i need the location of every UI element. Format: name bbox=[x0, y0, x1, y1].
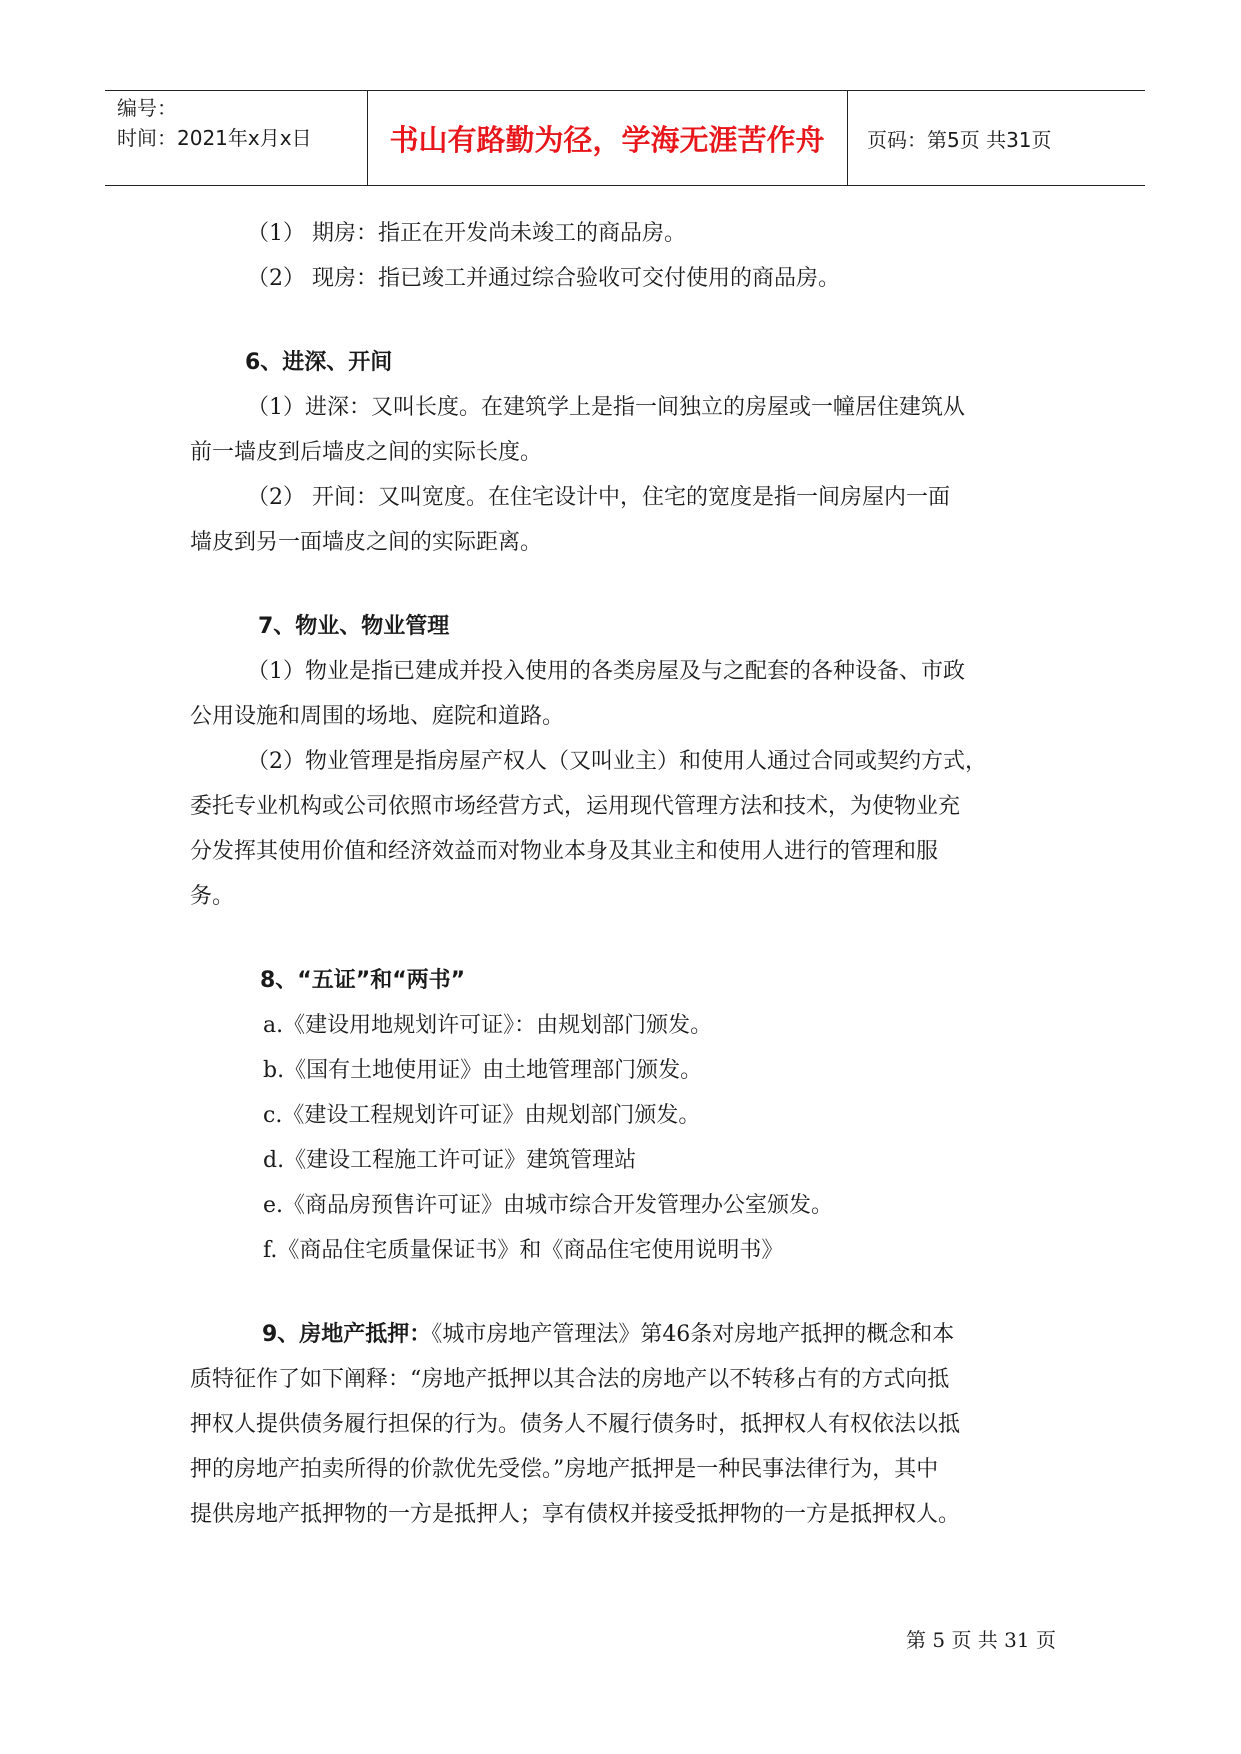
number-label: 编号： bbox=[117, 96, 177, 120]
paragraph-line: （1）进深：又叫长度。在建筑学上是指一间独立的房屋或一幢居住建筑从 bbox=[247, 395, 965, 420]
paragraph-line: 委托专业机构或公司依照市场经营方式，运用现代管理方法和技术，为使物业充 bbox=[190, 794, 961, 819]
paragraph-line: 公用设施和周围的场地、庭院和道路。 bbox=[190, 704, 565, 729]
list-item: d.《建设工程施工许可证》建筑管理站 bbox=[263, 1148, 637, 1173]
page-footer: 第 5 页 共 31 页 bbox=[906, 1628, 1056, 1652]
list-item: a.《建设用地规划许可证》：由规划部门颁发。 bbox=[263, 1013, 713, 1038]
list-item: e.《商品房预售许可证》由城市综合开发管理办公室颁发。 bbox=[263, 1193, 834, 1218]
date-line: 时间：2021年x月x日 bbox=[117, 126, 312, 150]
paragraph-line: 提供房地产抵押物的一方是抵押人；享有债权并接受抵押物的一方是抵押权人。 bbox=[190, 1502, 961, 1527]
section-heading: 9、房地产抵押： bbox=[262, 1322, 432, 1347]
paragraph-line: （2）物业管理是指房屋产权人（又叫业主）和使用人通过合同或契约方式， bbox=[247, 749, 987, 774]
paragraph: （1） 期房：指正在开发尚未竣工的商品房。 bbox=[247, 221, 686, 246]
paragraph-line: 前一墙皮到后墙皮之间的实际长度。 bbox=[190, 440, 543, 465]
paragraph-line: 墙皮到另一面墙皮之间的实际距离。 bbox=[190, 530, 543, 555]
section-heading: 8、“五证”和“两书” bbox=[260, 968, 466, 993]
header-motto: 书山有路勤为径，学海无涯苦作舟 bbox=[389, 122, 825, 157]
header-divider bbox=[847, 91, 848, 185]
paragraph-line: （1）物业是指已建成并投入使用的各类房屋及与之配套的各种设备、市政 bbox=[247, 659, 965, 684]
paragraph-line: 质特征作了如下阐释：“房地产抵押以其合法的房地产以不转移占有的方式向抵 bbox=[190, 1367, 950, 1392]
list-item: c.《建设工程规划许可证》由规划部门颁发。 bbox=[263, 1103, 701, 1128]
section-heading: 7、物业、物业管理 bbox=[258, 614, 450, 639]
page-header bbox=[105, 90, 1145, 186]
paragraph-line: 分发挥其使用价值和经济效益而对物业本身及其业主和使用人进行的管理和服 bbox=[190, 839, 939, 864]
paragraph-line: （2） 开间：又叫宽度。在住宅设计中，住宅的宽度是指一间房屋内一面 bbox=[247, 485, 950, 510]
section-heading: 6、进深、开间 bbox=[245, 350, 393, 375]
paragraph-line: 务。 bbox=[190, 884, 235, 909]
paragraph-text: 《城市房地产管理法》第46条对房地产抵押的概念和本 bbox=[431, 1322, 955, 1347]
paragraph-line: 押权人提供债务履行担保的行为。债务人不履行债务时，抵押权人有权依法以抵 bbox=[190, 1412, 961, 1437]
paragraph-line bbox=[190, 1312, 1070, 1357]
header-meta bbox=[117, 93, 312, 153]
header-page-info: 页码：第5页 共31页 bbox=[867, 127, 1052, 152]
document-body bbox=[190, 211, 1070, 1537]
list-item: f.《商品住宅质量保证书》和《商品住宅使用说明书》 bbox=[263, 1238, 784, 1263]
paragraph: （2） 现房：指已竣工并通过综合验收可交付使用的商品房。 bbox=[247, 266, 840, 291]
paragraph-line: 押的房地产拍卖所得的价款优先受偿。”房地产抵押是一种民事法律行为，其中 bbox=[190, 1457, 939, 1482]
list-item: b.《国有土地使用证》由土地管理部门颁发。 bbox=[263, 1058, 703, 1083]
